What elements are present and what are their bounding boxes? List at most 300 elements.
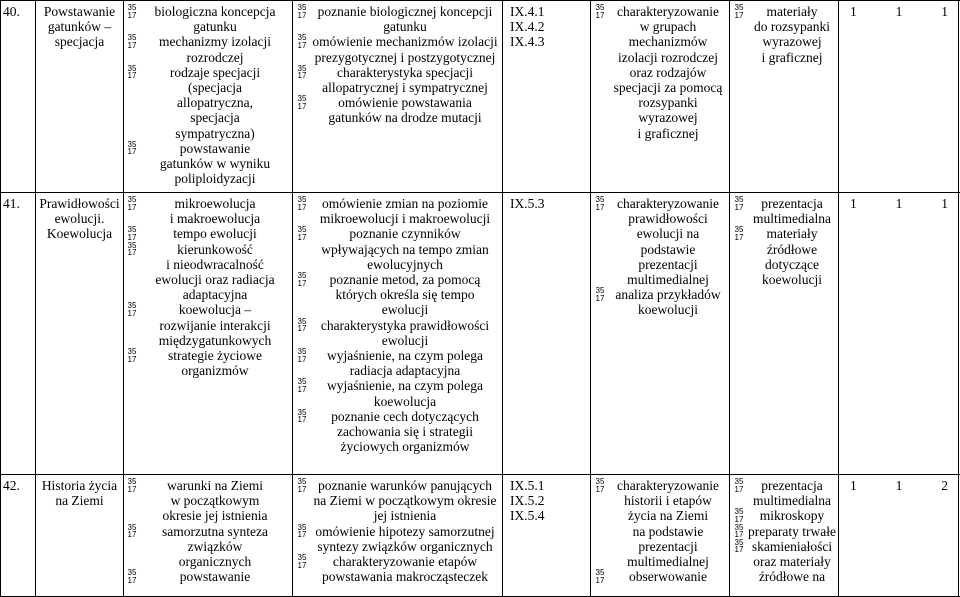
bullet-number-top: 35 [297,553,307,563]
lesson-content-item [124,4,290,34]
bullet-number-top: 35 [297,347,307,357]
score-value: 1 [895,4,903,19]
teaching-materials-text [747,226,837,287]
text-line: prezygotycznej i postzygotycznej [314,49,496,65]
topic-line: Powstawanie [43,4,116,19]
bullet-number-top: 35 [595,477,605,486]
text-line: multimedialnej [627,554,709,570]
lesson-objectives-text [310,524,500,554]
teaching-methods [592,478,728,584]
teaching-methods [592,4,728,141]
bullet-number-bottom: 17 [734,484,744,494]
text-line: omówienie zmian na poziomie [321,196,489,211]
lesson-objectives-text [310,409,500,455]
text-line: tempo ewolucji [173,226,257,242]
bullet-number-bottom: 17 [595,484,605,494]
bullet-number-bottom: 17 [127,71,137,81]
bullet-icon [124,34,140,49]
hours-scores [850,4,948,19]
bullet-number-top: 35 [297,3,307,12]
text-line: poznanie metod, za pomocą [329,272,481,288]
text-line: multimedialnej [627,272,709,288]
bullet-number-bottom: 17 [734,530,744,540]
teaching-materials [731,196,837,287]
table-border [729,0,730,597]
bullet-number-bottom: 17 [127,233,137,242]
bullet-icon [124,302,140,317]
lesson-objectives-item [294,348,500,378]
lesson-objectives-item [294,524,500,554]
bullet-number-bottom: 17 [297,530,307,540]
lesson-content-text [140,226,290,241]
text-line: rodzaje specjacji [169,64,261,80]
lesson-objectives-item [294,272,500,318]
text-line: charakteryzowanie [617,196,719,211]
bullet-icon [592,478,608,493]
text-line: międzygatunkowych [158,332,272,348]
text-line: oraz rodzajów [629,64,707,80]
lesson-content-item [124,524,290,570]
table-border [838,0,839,597]
bullet-icon [731,508,747,523]
text-line: powstawanie [179,569,251,585]
lesson-content-text [140,524,290,570]
bullet-number-bottom: 17 [297,415,307,425]
teaching-methods-text [608,478,728,569]
score-value: 1 [895,196,903,211]
text-line: specjacja [190,110,240,126]
text-line: wyrazowej [638,110,698,126]
bullet-number-bottom: 17 [297,10,307,20]
teaching-materials-text [747,524,837,539]
score-value: 1 [895,478,903,493]
bullet-number-bottom: 17 [127,484,137,494]
text-line: poznanie biologicznej koncepcji [317,4,493,19]
text-line: koewolucji [638,302,698,318]
bullet-number-top: 35 [127,301,137,311]
topic-line: Historia życia [41,478,118,493]
bullet-number-top: 35 [595,568,605,578]
text-line: omówienie mechanizmów izolacji [312,34,498,50]
lesson-topic [37,4,122,50]
bullet-number-top: 35 [127,225,137,235]
lesson-content-item [124,348,290,378]
text-line: koewolucji [762,272,822,288]
lesson-content-item [124,226,290,241]
teaching-methods [592,196,728,318]
bullet-number-bottom: 17 [734,515,744,524]
text-line: w grupach [639,19,697,35]
teaching-materials-item [731,478,837,508]
lesson-objectives-item [294,318,500,348]
row-number [3,196,33,211]
text-line: analiza przykładów [615,287,721,303]
lesson-content-text [140,478,290,524]
bullet-number-bottom: 17 [297,385,307,395]
bullet-icon [124,348,140,363]
bullet-icon [124,478,140,493]
table-border [590,0,591,597]
text-line: (specjacja [188,80,242,96]
text-line: prawidłowości [628,211,708,227]
text-line: sympatryczna) [175,125,255,141]
bullet-icon [592,287,608,302]
text-line: radiacja adaptacyjna [349,363,461,379]
text-line: charakteryzowanie etapów [332,554,478,570]
topic-line: Koewolucja [46,226,113,242]
bullet-number-top: 35 [127,33,137,43]
text-line: gatunków w wyniku [159,156,271,172]
lesson-content-item [124,141,290,187]
text-line: dotyczące [765,256,819,272]
text-line: charakterystyka prawidłowości [320,317,490,333]
bullet-icon [124,524,140,539]
teaching-materials-text [747,478,837,508]
teaching-methods-item [592,569,728,584]
text-line: syntezy związków organicznych [317,538,493,554]
text-line: warunki na Ziemi [167,478,263,493]
text-line: mikroewolucji i makroewolucji [319,211,491,227]
text-line: charakteryzowanie [617,478,719,493]
text-line: gatunków na drodze mutacji [328,110,482,126]
lesson-objectives-item [294,226,500,272]
text-line: materiały [766,226,818,242]
bullet-number-top: 35 [595,286,605,296]
bullet-icon [731,524,747,539]
bullet-number-bottom: 17 [734,10,744,20]
topic-line: gatunków – [47,19,112,35]
bullet-icon [294,226,310,241]
text-line: ewolucji [381,302,429,318]
bullet-number-bottom: 17 [127,309,137,319]
bullet-number-top: 35 [734,3,744,12]
table-border [0,0,960,1]
code-line: IX.5.2 [510,493,545,509]
score-value: 1 [850,196,857,211]
bullet-icon [294,272,310,287]
code-line: IX.4.2 [510,19,545,35]
text-line: prezentacji [638,538,698,554]
topic-line: specjacja [54,34,105,50]
bullet-number-top: 35 [595,3,605,12]
bullet-number-bottom: 17 [734,233,744,242]
lesson-content-item [124,242,290,303]
text-line: źródłowe [766,241,818,257]
bullet-number-top: 35 [734,522,744,532]
bullet-number-bottom: 17 [297,202,307,212]
teaching-methods-text [608,4,728,141]
lesson-objectives-text [310,348,500,378]
lesson-objectives-item [294,196,500,226]
table-border [0,474,960,475]
lesson-objectives [294,196,500,454]
teaching-methods-item [592,287,728,317]
lesson-objectives-item [294,554,500,584]
teaching-materials-item [731,226,837,287]
bullet-number-bottom: 17 [127,41,137,50]
bullet-number-bottom: 17 [297,101,307,111]
text-line: charakterystyka specjacji [336,64,474,80]
text-line: prezentacji [638,256,698,272]
topic-line: na Ziemi [55,493,104,509]
teaching-methods-text [608,196,728,287]
lesson-content [124,196,290,378]
text-line: rozsypanki [638,95,698,111]
bullet-icon [124,226,140,241]
bullet-number-bottom: 17 [297,324,307,334]
text-line: zachowania się i strategii [336,424,474,440]
curriculum-codes [510,4,588,50]
teaching-materials-text [747,508,837,523]
text-line: na Ziemi w początkowym okresie [313,493,497,509]
table-border [35,0,36,597]
curriculum-codes [510,196,588,211]
text-line: rozwijanie interakcji [159,317,271,333]
lesson-objectives-text [310,226,500,272]
text-line: organicznych [178,554,252,570]
teaching-methods-item [592,196,728,287]
bullet-icon [731,478,747,493]
lesson-content-item [124,569,290,584]
teaching-materials-item [731,539,837,585]
text-line: powstawania makrocząsteczek [321,569,489,585]
teaching-methods-text [608,287,728,317]
teaching-methods-text [608,569,728,584]
teaching-materials-item [731,524,837,539]
text-line: ewolucyjnych [367,256,443,272]
bullet-number-top: 35 [297,377,307,387]
row-number-text: 40. [3,4,20,19]
bullet-icon [124,141,140,156]
text-line: prezentacja [761,196,823,211]
text-line: skamieniałości [751,538,833,554]
bullet-icon [294,34,310,49]
text-line: mikroewolucja [174,196,256,211]
text-line: ewolucji na [636,226,700,242]
score-value: 1 [941,196,948,211]
bullet-number-bottom: 17 [127,575,137,585]
text-line: koewolucja [373,393,437,409]
text-line: okresie jej istnienia [162,508,268,524]
bullet-number-bottom: 17 [297,278,307,288]
bullet-number-bottom: 17 [595,202,605,212]
teaching-materials-item [731,4,837,65]
bullet-icon [731,539,747,554]
lesson-objectives-item [294,95,500,125]
bullet-number-top: 35 [297,195,307,204]
row-number [3,478,33,493]
text-line: wyrazowej [762,34,822,50]
text-line: obserwowanie [629,569,707,585]
lesson-objectives-item [294,65,500,95]
lesson-objectives-text [310,4,500,34]
text-line: mechanizmów [628,34,708,50]
bullet-number-bottom: 17 [297,484,307,494]
text-line: i nieodwracalność [166,256,264,272]
topic-line: Prawidłowości [39,196,120,211]
lesson-content-text [140,348,290,378]
lesson-content-item [124,34,290,64]
text-line: organizmów [181,363,249,379]
lesson-objectives-item [294,478,500,524]
text-line: ewolucji oraz radiacja [155,272,275,288]
code-line: IX.4.1 [510,4,545,19]
lesson-content-item [124,65,290,141]
text-line: materiały [766,4,818,19]
lesson-content-text [140,196,290,226]
lesson-content [124,478,290,584]
lesson-objectives-text [310,318,500,348]
bullet-number-top: 35 [734,537,744,547]
bullet-number-bottom: 17 [297,560,307,570]
lesson-content-item [124,302,290,348]
bullet-icon [124,569,140,584]
text-line: poliploidyzacji [174,171,256,187]
lesson-objectives-text [310,34,500,64]
bullet-number-top: 35 [297,225,307,235]
lesson-objectives-text [310,272,500,318]
text-line: życiowych organizmów [340,439,470,455]
lesson-objectives-text [310,554,500,584]
bullet-icon [592,569,608,584]
teaching-materials-text [747,4,837,65]
text-line: źródłowe na [758,569,826,585]
bullet-number-bottom: 17 [127,147,137,157]
lesson-objectives-text [310,65,500,95]
lesson-objectives-item [294,409,500,455]
score-value: 1 [941,4,948,19]
lesson-content [124,4,290,186]
text-line: i makroewolucja [169,211,261,227]
bullet-number-top: 35 [297,522,307,532]
table-border [0,192,960,193]
lesson-content-text [140,4,290,34]
bullet-icon [124,65,140,80]
text-line: strategie życiowe [167,348,263,364]
text-line: mikroskopy [759,508,825,524]
row-number [3,4,33,19]
bullet-number-bottom: 17 [297,71,307,81]
lesson-topic [37,196,122,242]
text-line: multimedialna [753,493,831,509]
bullet-number-top: 35 [127,240,137,250]
bullet-icon [592,196,608,211]
text-line: powstawanie [179,140,251,156]
text-line: poznanie warunków panujących [318,478,492,493]
teaching-materials-text [747,196,837,226]
text-line: preparaty trwałe [747,523,837,539]
lesson-content-text [140,34,290,64]
lesson-objectives-text [310,378,500,408]
text-line: życia na Ziemi [627,508,709,524]
bullet-number-bottom: 17 [127,354,137,364]
score-value: 2 [941,478,948,493]
teaching-methods-item [592,4,728,141]
curriculum-codes [510,478,588,524]
lesson-topic [37,478,122,508]
bullet-icon [294,196,310,211]
text-line: wyjaśnienie, na czym polega [327,378,483,394]
text-line: historii i etapów [624,493,712,509]
topic-line: ewolucji. [54,211,105,227]
bullet-number-top: 35 [734,195,744,204]
text-line: poznanie czynników [349,226,461,242]
text-line: związków [187,538,243,554]
bullet-icon [124,242,140,257]
text-line: kierunkowość [177,241,253,257]
text-line: poznanie cech dotyczących [331,408,479,424]
lesson-objectives-item [294,378,500,408]
text-line: izolacji rozrodczej [617,49,719,65]
bullet-number-bottom: 17 [297,233,307,242]
teaching-materials [731,4,837,65]
text-line: adaptacyjna [182,287,248,303]
code-line: IX.5.4 [510,508,545,524]
hours-scores [850,196,948,211]
lesson-content-item [124,478,290,524]
text-line: wyjaśnienie, na czym polega [327,348,483,364]
bullet-number-top: 35 [127,347,137,357]
bullet-number-top: 35 [127,3,137,12]
lesson-objectives-item [294,34,500,64]
lesson-content-text [140,242,290,303]
text-line: oraz materiały [753,554,831,570]
text-line: wpływających na tempo zmian [321,241,489,257]
lesson-objectives-text [310,196,500,226]
lesson-content-item [124,196,290,226]
text-line: których określa się tempo [335,287,475,303]
bullet-icon [294,409,310,424]
bullet-number-bottom: 17 [127,530,137,540]
table-border [958,0,959,597]
text-line: samorzutna synteza [161,523,269,539]
text-line: w początkowym [170,493,260,509]
bullet-number-top: 35 [297,63,307,73]
lesson-objectives [294,478,500,584]
bullet-icon [592,4,608,19]
bullet-number-top: 35 [127,477,137,486]
lesson-content-text [140,569,290,584]
text-line: na podstawie [632,523,704,539]
bullet-number-bottom: 17 [734,202,744,212]
bullet-number-bottom: 17 [734,545,744,555]
bullet-number-bottom: 17 [127,248,137,258]
bullet-icon [294,65,310,80]
text-line: do rozsypanki [753,19,831,35]
text-line: omówienie powstawania [338,95,472,111]
bullet-number-bottom: 17 [595,575,605,585]
text-line: biologiczna koncepcja [154,4,276,19]
code-line: IX.5.1 [510,478,545,493]
bullet-number-bottom: 17 [127,10,137,20]
text-line: i graficznej [637,125,699,141]
bullet-number-top: 35 [127,195,137,204]
text-line: gatunku [193,19,237,35]
text-line: koewolucja – [178,302,252,318]
bullet-icon [294,478,310,493]
bullet-number-top: 35 [734,225,744,235]
bullet-number-top: 35 [127,63,137,73]
bullet-number-bottom: 17 [595,293,605,303]
bullet-icon [124,196,140,211]
bullet-icon [294,554,310,569]
bullet-icon [731,196,747,211]
bullet-number-bottom: 17 [297,41,307,50]
lesson-content-text [140,302,290,348]
text-line: podstawie [640,241,696,257]
bullet-icon [294,318,310,333]
bullet-icon [294,524,310,539]
